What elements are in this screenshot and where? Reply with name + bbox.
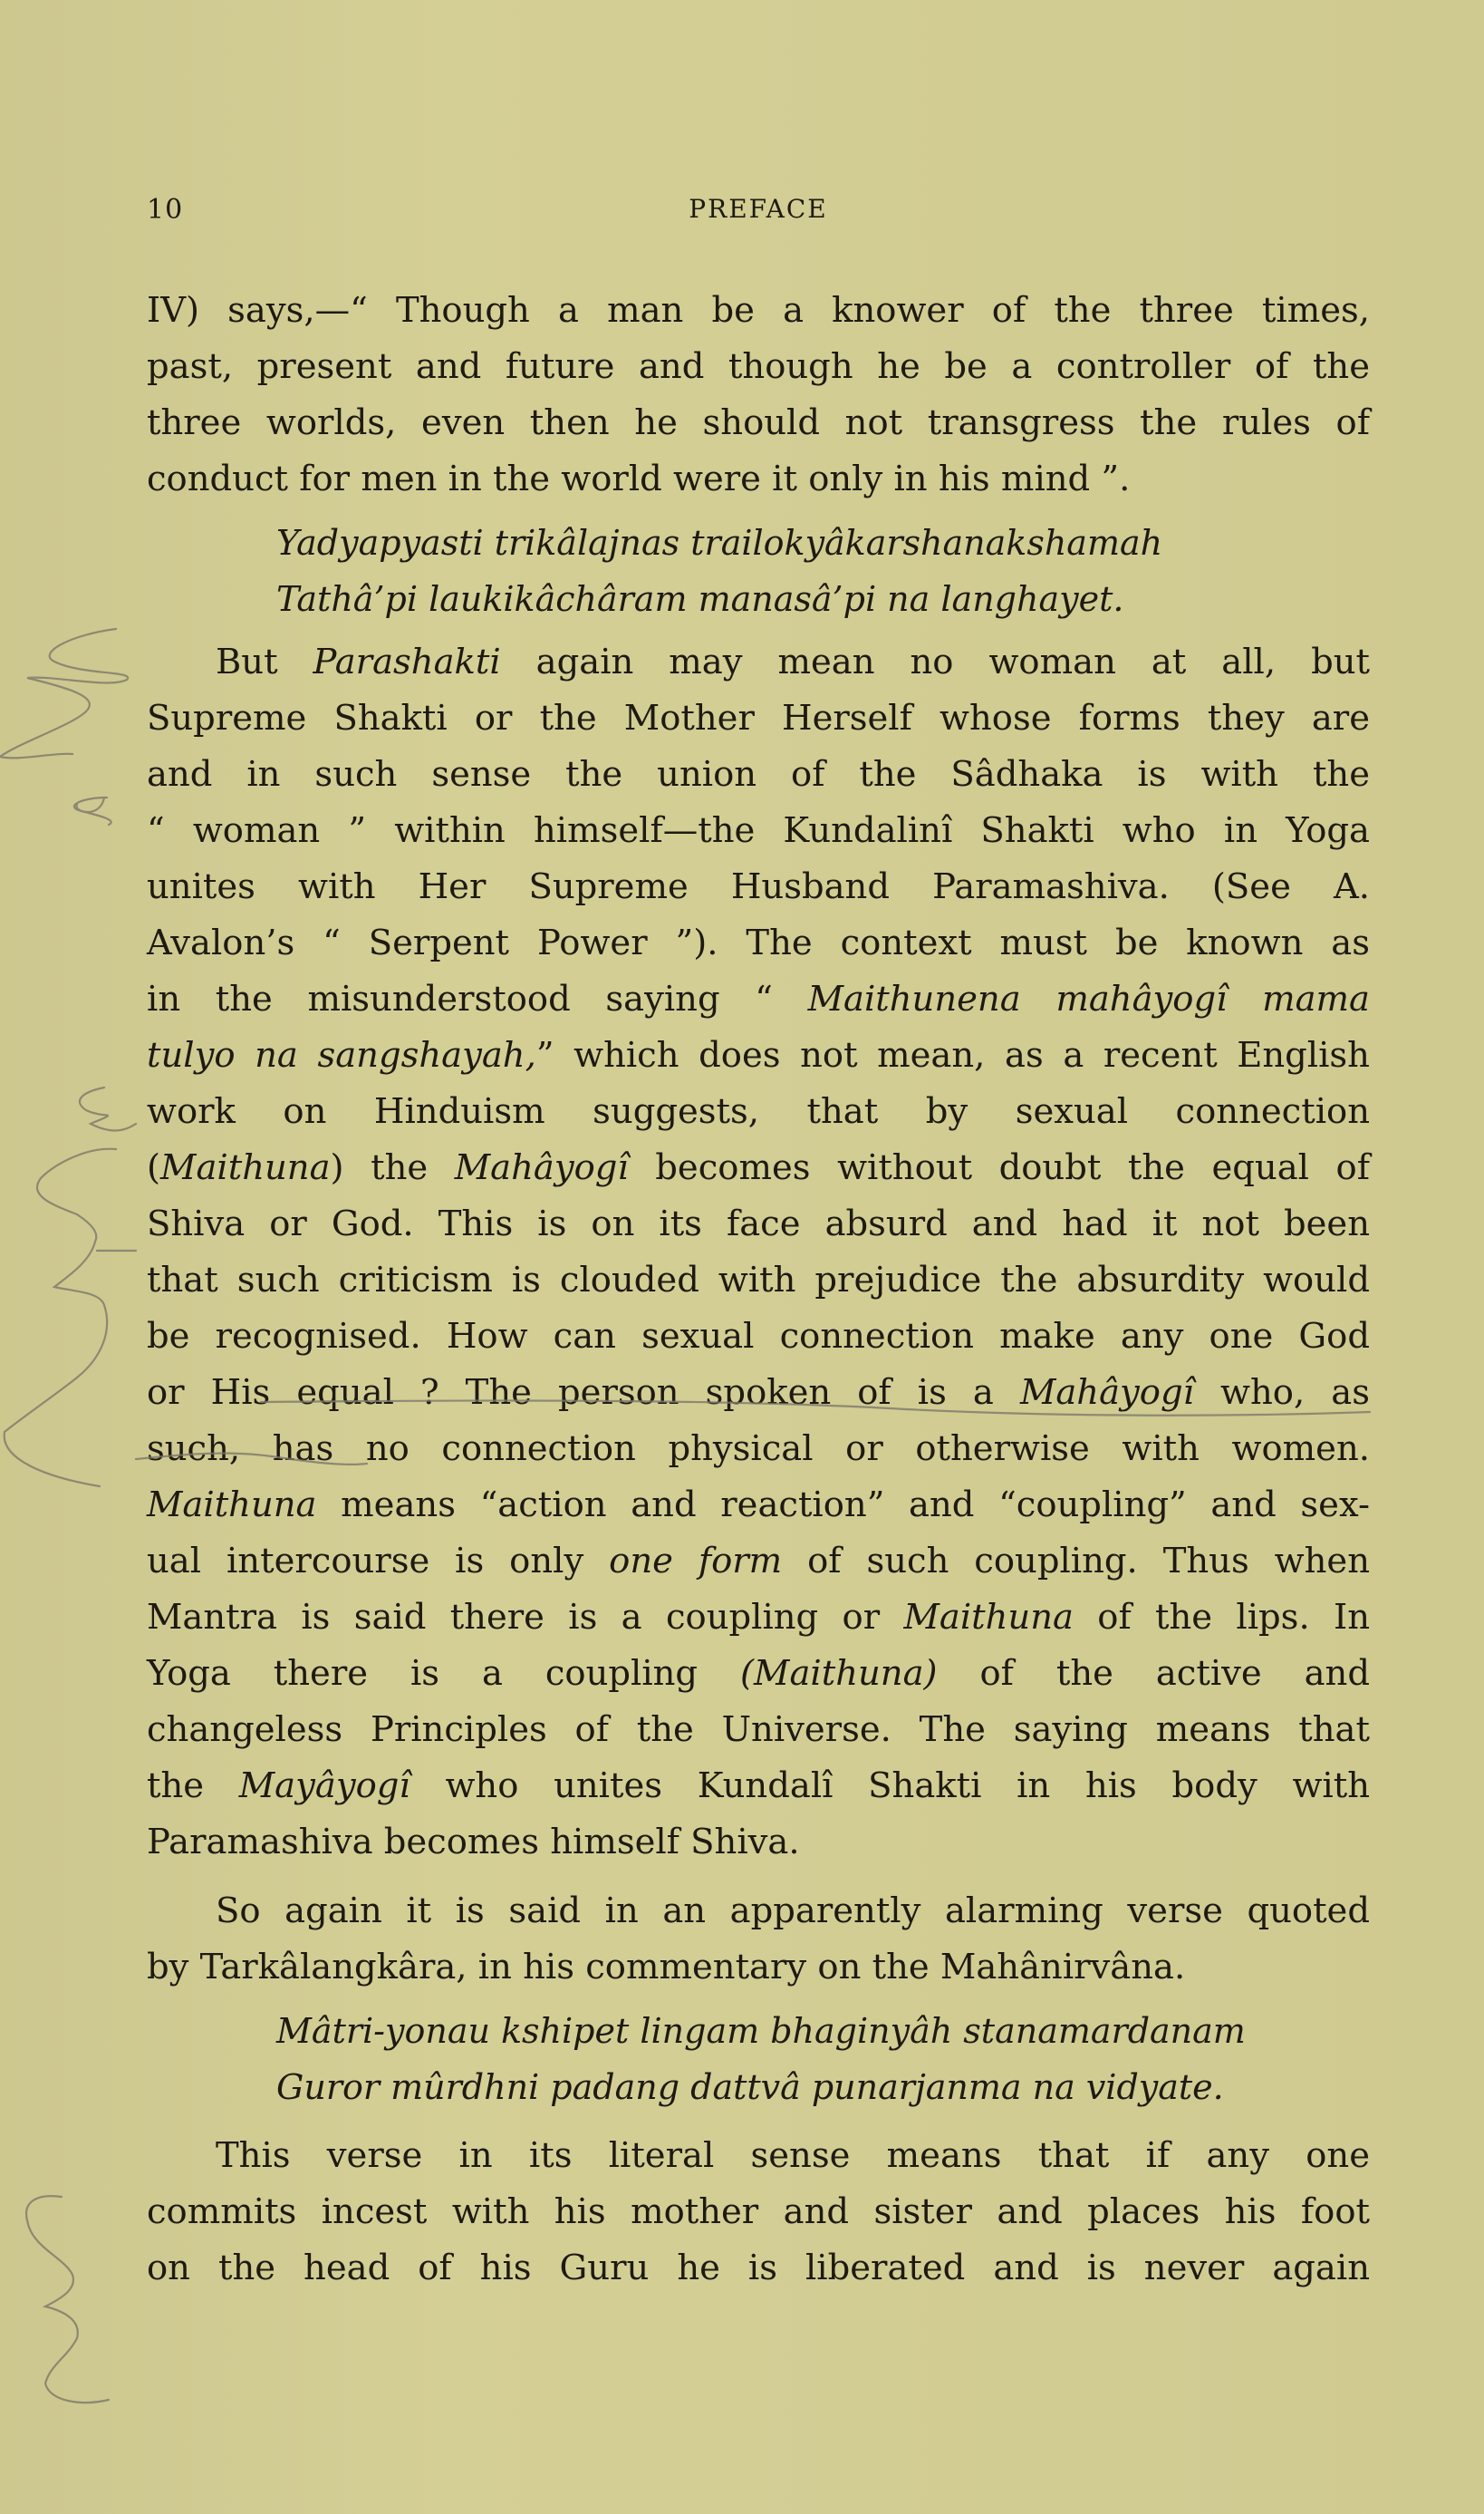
text-line: “ woman ” within himself—the Kundalinî Shakti who in Yoga: [147, 810, 1370, 851]
text-line: Shiva or God. This is on its face absurd and had it not been: [147, 1204, 1370, 1244]
text-span: means “action and reaction” and “coupling” and sex-: [316, 1484, 1370, 1525]
text-span: of the lips. In: [1073, 1597, 1371, 1638]
text-line: three worlds, even then he should not transgress the rules of: [147, 402, 1370, 443]
text-span: Mantra is said there is a coupling or: [147, 1597, 904, 1638]
text-line: changeless Principles of the Universe. The saying means that: [147, 1709, 1370, 1750]
text-span: again may mean no woman at all, but: [500, 642, 1370, 682]
text-span: ) the: [330, 1147, 455, 1188]
page-header: [147, 194, 1370, 239]
italic-term: Mahâyogî: [454, 1147, 629, 1188]
text-span: ual intercourse is only: [147, 1541, 610, 1581]
italic-term: Parashakti: [313, 642, 501, 682]
italic-term: one form: [609, 1541, 783, 1581]
text-line: be recognised. How can sexual connection make any one God: [147, 1316, 1370, 1357]
paragraph-3: [147, 1883, 1370, 1996]
text-line: [147, 1590, 1370, 1646]
text-line: conduct for men in the world were it only in his mind ”.: [147, 459, 1131, 499]
pencil-bracket-mark: [74, 798, 111, 825]
pencil-bracket-mark: [80, 1088, 136, 1131]
italic-term: Maithunena mahâyogî mama: [807, 979, 1371, 1020]
text-line: IV) says,—“ Though a man be a knower of the three times,: [147, 290, 1370, 331]
italic-term: Mahâyogî: [1019, 1372, 1194, 1413]
text-line: [147, 1140, 1370, 1196]
text-span: of such coupling. Thus when: [782, 1541, 1370, 1581]
running-head: PREFACE: [689, 194, 828, 224]
text-span: who unites Kundalî Shakti in his body with: [410, 1765, 1370, 1806]
text-span: the: [147, 1765, 239, 1806]
text-line: by Tarkâlangkâra, in his commentary on the Mahânirvâna.: [147, 1947, 1186, 1987]
text-span: becomes without doubt the equal of: [628, 1147, 1370, 1188]
text-line: [147, 1533, 1370, 1590]
text-span: who, as: [1193, 1372, 1370, 1413]
pencil-bracket-mark: [5, 1149, 116, 1486]
text-line: This verse in its literal sense means that if any one: [216, 2135, 1370, 2176]
text-span: in the misunderstood saying “: [147, 979, 808, 1020]
text-line: [147, 1758, 1370, 1814]
paragraph-2: [147, 634, 1370, 1871]
text-line: [147, 1646, 1370, 1702]
text-line: and in such sense the union of the Sâdhaka is with the: [147, 754, 1370, 795]
pencil-bracket-mark: [0, 629, 128, 758]
text-line: Paramashiva becomes himself Shiva.: [147, 1822, 800, 1862]
italic-term: (Maithuna): [740, 1653, 938, 1694]
verse-quotation-2: [147, 2003, 1370, 2115]
text-line: [147, 1365, 1370, 1421]
italic-term: Maithuna: [160, 1147, 331, 1188]
text-span: ” which does not mean, as a recent English: [535, 1035, 1370, 1076]
paragraph-4: [147, 2128, 1370, 2296]
text-line: work on Hinduism suggests, that by sexual connection: [147, 1091, 1370, 1132]
verse-line: Yadyapyasti trikâlajnas trailokyâkarshanakshamah: [276, 523, 1163, 563]
text-line: on the head of his Guru he is liberated and is never again: [147, 2248, 1370, 2288]
italic-term: Mayâyogî: [238, 1765, 410, 1806]
paragraph-1: [147, 283, 1370, 508]
text-line: commits incest with his mother and sister and places his foot: [147, 2191, 1370, 2232]
italic-term: Maithuna: [147, 1484, 317, 1525]
text-line: Avalon’s “ Serpent Power ”). The context must be known as: [147, 923, 1370, 963]
text-span: of the active and: [937, 1653, 1370, 1694]
text-line: [147, 634, 1370, 691]
text-line: that such criticism is clouded with prejudice the absurdity would: [147, 1260, 1370, 1301]
text-span: But: [216, 642, 313, 682]
verse-line: Tathâ’pi laukikâchâram manasâ’pi na langhayet.: [276, 579, 1124, 619]
text-line: past, present and future and though he be a controller of the: [147, 346, 1370, 387]
page-body: [147, 283, 1370, 2296]
text-line: Supreme Shakti or the Mother Herself whose forms they are: [147, 698, 1370, 739]
text-span: (: [147, 1147, 161, 1188]
text-line: [147, 972, 1370, 1028]
text-line: such, has no connection physical or otherwise with women.: [147, 1428, 1370, 1469]
italic-term: tulyo na sangshayah,: [147, 1035, 536, 1076]
italic-term: Maithuna: [903, 1597, 1074, 1638]
pencil-bracket-mark: [76, 798, 104, 812]
pencil-bracket-mark: [26, 2196, 109, 2403]
text-line: [147, 1477, 1370, 1533]
text-line: [147, 1028, 1370, 1084]
verse-quotation-1: [147, 515, 1370, 627]
text-line: unites with Her Supreme Husband Paramashiva. (See A.: [147, 866, 1370, 907]
verse-line: Guror mûrdhni padang dattvâ punarjanma na vidyate.: [276, 2067, 1224, 2107]
text-span: or His equal ? The person spoken of is a: [147, 1372, 1020, 1413]
text-span: Yoga there is a coupling: [147, 1653, 741, 1694]
text-line: So again it is said in an apparently alarming verse quoted: [216, 1890, 1370, 1931]
page-number: 10: [147, 194, 184, 226]
verse-line: Mâtri-yonau kshipet lingam bhaginyâh stanamardanam: [276, 2011, 1246, 2051]
